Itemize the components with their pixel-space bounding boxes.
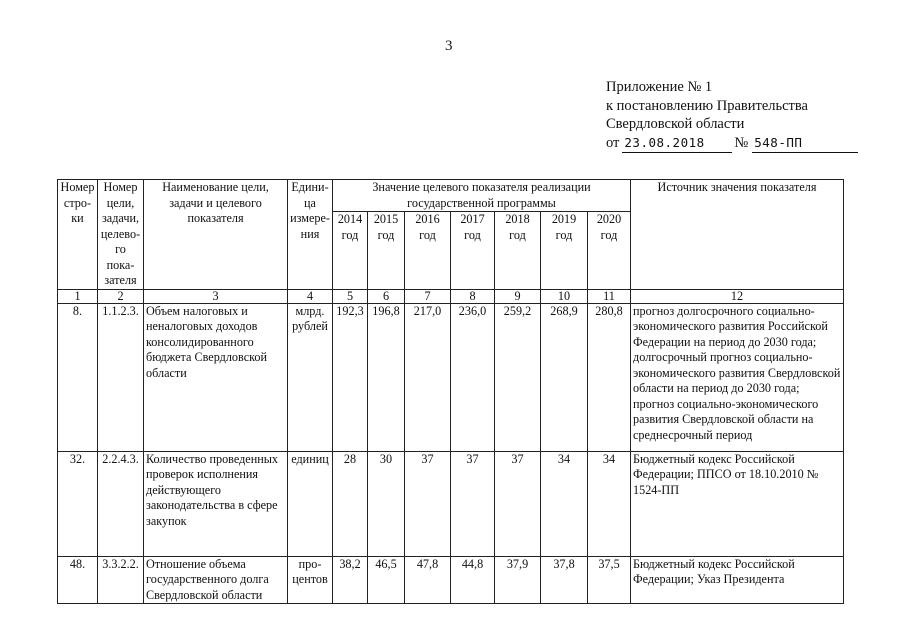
row-number: 48. bbox=[58, 556, 98, 604]
column-number: 10 bbox=[541, 289, 588, 303]
value-2018: 37,9 bbox=[495, 556, 541, 604]
appendix-title: Приложение № 1 bbox=[606, 79, 713, 95]
value-2019: 37,8 bbox=[541, 556, 588, 604]
indicator-name: Объем налоговых и неналоговых доходов консолидированного бюджета Свердловской области bbox=[144, 303, 288, 451]
number-prefix: № bbox=[734, 134, 749, 151]
row-number: 8. bbox=[58, 303, 98, 451]
indicator-source: Бюджетный кодекс Российской Федерации; ППСО от 18.10.2010 № 1524-ПП bbox=[631, 451, 844, 556]
indicators-table bbox=[57, 179, 844, 604]
value-2019: 268,9 bbox=[541, 303, 588, 451]
appendix-region-line: Свердловской области bbox=[606, 116, 745, 132]
column-number: 7 bbox=[405, 289, 451, 303]
header-row-number: Номер стро-ки bbox=[58, 180, 98, 290]
column-number: 5 bbox=[333, 289, 368, 303]
value-2014: 38,2 bbox=[333, 556, 368, 604]
header-year: 2017 год bbox=[451, 212, 495, 289]
header-row-1 bbox=[58, 180, 844, 212]
value-2016: 37 bbox=[405, 451, 451, 556]
table-row bbox=[58, 556, 844, 604]
header-unit: Едини-ца измере-ния bbox=[288, 180, 333, 290]
page-number: 3 bbox=[445, 38, 453, 54]
goal-number: 2.2.4.3. bbox=[98, 451, 144, 556]
unit: единиц bbox=[288, 451, 333, 556]
column-number: 1 bbox=[58, 289, 98, 303]
header-year: 2015 год bbox=[368, 212, 405, 289]
value-2016: 47,8 bbox=[405, 556, 451, 604]
header-year: 2016 год bbox=[405, 212, 451, 289]
indicator-source: прогноз долгосрочного социально-экономического развития Российской Федерации на период до 2030 года; долгосрочный прогноз социально-экономического развития Свердловской области на период до 2030 года; прогноз социально-экономического развития Свердловской области на среднесрочный период bbox=[631, 303, 844, 451]
header-year: 2020 год bbox=[588, 212, 631, 289]
column-number: 2 bbox=[98, 289, 144, 303]
resolution-number: 548-ПП bbox=[752, 134, 858, 154]
header-name: Наименование цели, задачи и целевого показателя bbox=[144, 180, 288, 290]
appendix-header bbox=[606, 78, 858, 153]
resolution-date: 23.08.2018 bbox=[622, 134, 732, 154]
unit: млрд. рублей bbox=[288, 303, 333, 451]
column-numbers-row bbox=[58, 289, 844, 303]
header-source: Источник значения показателя bbox=[631, 180, 844, 290]
column-number: 6 bbox=[368, 289, 405, 303]
value-2019: 34 bbox=[541, 451, 588, 556]
table-row bbox=[58, 303, 844, 451]
value-2017: 37 bbox=[451, 451, 495, 556]
value-2014: 28 bbox=[333, 451, 368, 556]
header-year: 2018 год bbox=[495, 212, 541, 289]
column-number: 4 bbox=[288, 289, 333, 303]
column-number: 12 bbox=[631, 289, 844, 303]
value-2015: 30 bbox=[368, 451, 405, 556]
value-2020: 280,8 bbox=[588, 303, 631, 451]
header-year: 2014 год bbox=[333, 212, 368, 289]
goal-number: 3.3.2.2. bbox=[98, 556, 144, 604]
value-2017: 236,0 bbox=[451, 303, 495, 451]
indicator-name: Количество проведенных проверок исполнения действующего законодательства в сфере закупок bbox=[144, 451, 288, 556]
value-2020: 34 bbox=[588, 451, 631, 556]
table-row bbox=[58, 451, 844, 556]
indicator-name: Отношение объема государственного долга Свердловской области bbox=[144, 556, 288, 604]
goal-number: 1.1.2.3. bbox=[98, 303, 144, 451]
indicator-source: Бюджетный кодекс Российской Федерации; Указ Президента bbox=[631, 556, 844, 604]
header-year: 2019 год bbox=[541, 212, 588, 289]
value-2015: 196,8 bbox=[368, 303, 405, 451]
column-number: 3 bbox=[144, 289, 288, 303]
value-2014: 192,3 bbox=[333, 303, 368, 451]
column-number: 9 bbox=[495, 289, 541, 303]
unit: про-центов bbox=[288, 556, 333, 604]
appendix-resolution-line: к постановлению Правительства bbox=[606, 97, 808, 114]
value-2017: 44,8 bbox=[451, 556, 495, 604]
value-2020: 37,5 bbox=[588, 556, 631, 604]
date-prefix: от bbox=[606, 134, 620, 151]
value-2016: 217,0 bbox=[405, 303, 451, 451]
header-values-group: Значение целевого показателя реализации государственной программы bbox=[333, 180, 631, 212]
column-number: 11 bbox=[588, 289, 631, 303]
value-2015: 46,5 bbox=[368, 556, 405, 604]
column-number: 8 bbox=[451, 289, 495, 303]
value-2018: 259,2 bbox=[495, 303, 541, 451]
header-goal-number: Номер цели, задачи, целево-го пока-зателя bbox=[98, 180, 144, 290]
appendix-date-number-line bbox=[606, 134, 858, 154]
row-number: 32. bbox=[58, 451, 98, 556]
value-2018: 37 bbox=[495, 451, 541, 556]
